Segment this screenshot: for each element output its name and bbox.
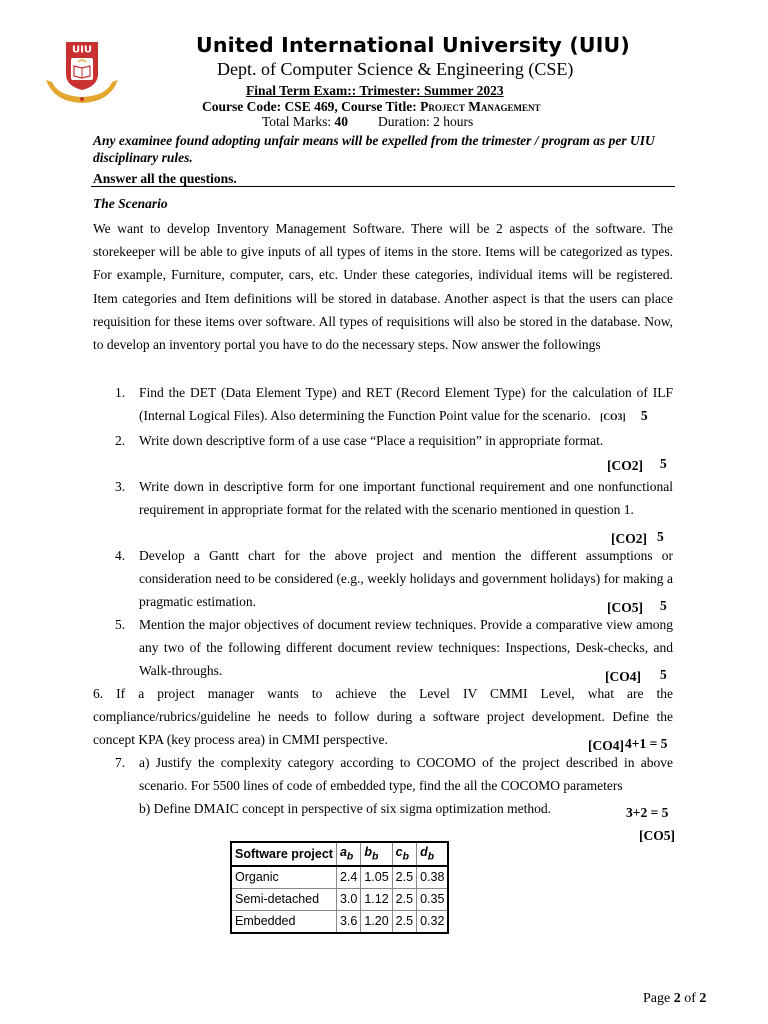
question-marks: 4+1 = 5 [625,736,668,751]
question-5 [115,613,673,684]
column-header: $c_b$ [392,842,416,866]
table-cell: 2.5 [392,866,416,889]
table-row [231,910,448,933]
question-text: Develop a Gantt chart for the above project and mention the different assumptions or consideration need to be considered (e.g., weekly holidays and government holidays) for making a pragmatic estimation. [139,548,673,610]
table-cell: 2.4 [336,866,360,889]
question-text: Mention the major objectives of document review techniques. Provide a comparative view among any two of the following different document review techniques: Inspections, Desk-checks, and Walk-throughs. [139,617,673,679]
table-cell: 2.5 [392,888,416,910]
question-marks: 5 [660,598,667,613]
table-cell: 2.5 [392,910,416,933]
total-marks: 40 [334,114,349,129]
question-1 [115,381,673,430]
table-cell: 3.0 [336,888,360,910]
course-outcome: [CO5] [607,600,643,615]
svg-text:UIU: UIU [72,44,92,56]
instruction: Answer all the questions. [93,171,237,186]
uiu-logo [40,40,124,106]
question-text: Write down in descriptive form for one important functional requirement and one nonfunctional requirement in appropriate format for the related with the scenario mentioned in question 1. [139,479,673,518]
column-header: $b_b$ [361,842,392,866]
scenario-title: The Scenario [93,196,168,211]
exam-title: Final Term Exam:: Trimester: Summer 2023 [246,83,504,98]
scenario-text: We want to develop Inventory Management Software. There will be 2 aspects of the software. The storekeeper will be able to give inputs of all types of items in the store. Items will be categorized as types. For example, Furniture, computer, cars, etc. Under these categories, individual items will be registered. Item categories and Item definitions will be stored in database. Another aspect is that the users can place requisition for these items over software. All types of requisitions will also be stored in the database. Now, to develop an inventory portal you have to do the necessary steps. Now answer the followings [93,221,673,353]
table-row [231,888,448,910]
cocomo-table [230,841,449,934]
table-cell: Organic [231,866,336,889]
table-row [231,866,448,889]
question-number: 6. [93,686,104,701]
table-cell: 1.20 [361,910,392,933]
question-marks: 5 [657,529,664,544]
question-marks: 5 [660,667,667,682]
question-6 [93,682,673,752]
column-header: Software project [231,842,336,866]
question-4 [115,544,673,615]
table-cell: 1.05 [361,866,392,889]
question-number: 4. [115,548,126,563]
course-title: Project Management [420,99,541,114]
page-number: Page 2 of 2 [643,991,707,1006]
table-cell: 1.12 [361,888,392,910]
course-outcome: [CO4] [605,669,641,684]
table-cell: Semi-detached [231,888,336,910]
total-marks-label: Total Marks: [262,114,335,129]
course-outcome: [CO4] [588,738,624,753]
course-outcome: [CO3] [600,413,626,424]
department-name: Dept. of Computer Science & Engineering (CSE) [217,59,574,79]
question-part-b: b) Define DMAIC concept in perspective of six sigma optimization method. [139,801,552,817]
column-header: $d_b$ [417,842,449,866]
question-number: 7. [115,755,126,770]
question-number: 1. [115,385,126,400]
question-text: If a project manager wants to achieve the Level IV CMMI Level, what are the compliance/rubrics/guideline he needs to follow during a software project development. Define the concept KPA (key process area) in CMMI perspective. [93,686,674,748]
course-outcome: [CO2] [607,458,643,474]
table-cell: 0.32 [417,910,449,933]
question-marks: 3+2 = 5 [626,805,669,820]
question-7 [115,751,675,843]
course-info [202,99,541,115]
question-text: Find the DET (Data Element Type) and RET (Record Element Type) for the calculation of ILF (Internal Logical Files). Also determining the Function Point value for the scenario. [139,385,673,424]
question-2 [115,429,673,475]
table-cell: 0.35 [417,888,449,910]
question-part-a: a) Justify the complexity category according to COCOMO of the project described in above scenario. For 5500 lines of code of embedded type, find the all the COCOMO parameters [139,755,673,794]
table-cell: 0.38 [417,866,449,889]
duration: Duration: 2 hours [378,114,474,129]
question-text: Write down descriptive form of a use case “Place a requisition” in appropriate format. [139,433,604,448]
table-header-row [231,842,448,866]
question-marks: 5 [660,456,667,472]
question-number: 5. [115,617,126,632]
header-divider [91,186,675,187]
course-code: Course Code: CSE 469, Course Title: [202,99,421,114]
table-cell: Embedded [231,910,336,933]
table-cell: 3.6 [336,910,360,933]
marks-duration [262,114,473,130]
question-marks: 5 [640,408,648,424]
course-outcome: [CO5] [639,828,675,843]
course-outcome: [CO2] [611,531,647,546]
question-number: 2. [115,433,126,448]
column-header: $a_b$ [336,842,360,866]
question-3 [115,475,673,546]
question-number: 3. [115,479,126,494]
university-name: United International University (UIU) [196,33,630,57]
unfair-means-warning: Any examinee found adopting unfair means will be expelled from the trimester / program as per UIU disciplinary rules. [93,133,655,165]
